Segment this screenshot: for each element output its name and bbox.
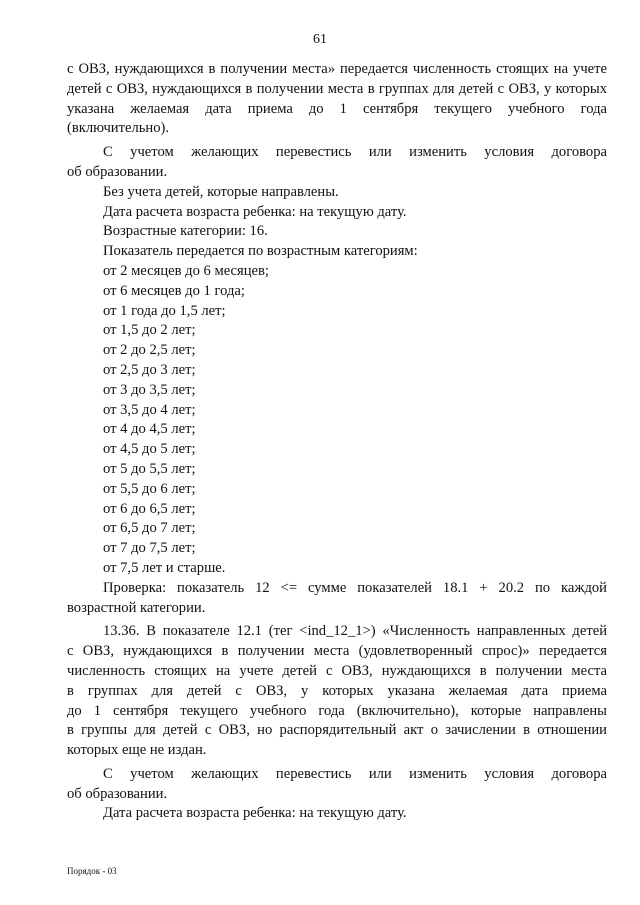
text-line: об образовании. — [67, 163, 168, 180]
text-line: указана желаемая дата приема до 1 сентября текущего учебного года — [67, 100, 607, 117]
page-footer: Порядок - 03 — [67, 866, 117, 876]
text-line: Без учета детей, которые направлены. — [103, 183, 339, 200]
text-line: в группах для детей с ОВЗ, у которых указана желаемая дата приема — [67, 682, 607, 699]
age-category-item: от 5 до 5,5 лет; — [103, 460, 196, 477]
text-line: численность стоящих на учете детей с ОВЗ, нуждающихся в получении места — [67, 662, 607, 679]
age-category-item: от 6,5 до 7 лет; — [103, 520, 196, 537]
age-category-item: от 2,5 до 3 лет; — [103, 361, 196, 378]
text-line: до 1 сентября текущего учебного года (включительно), которые направлены — [67, 702, 607, 719]
age-category-item: от 6 месяцев до 1 года; — [103, 282, 245, 299]
text-line: Проверка: показатель 12 <= сумме показателей 18.1 + 20.2 по каждой — [103, 579, 607, 596]
text-line: С учетом желающих перевестись или изменить условия договора — [103, 144, 607, 161]
text-line: С учетом желающих перевестись или изменить условия договора — [103, 765, 607, 782]
age-category-item: от 4,5 до 5 лет; — [103, 441, 196, 458]
age-category-item: от 5,5 до 6 лет; — [103, 480, 196, 497]
age-category-item: от 6 до 6,5 лет; — [103, 500, 196, 517]
age-category-item: от 2 до 2,5 лет; — [103, 342, 196, 359]
text-line: в группы для детей с ОВЗ, но распорядительный акт о зачислении в отношении — [67, 722, 607, 739]
text-line: с ОВЗ, нуждающихся в получении места (удовлетворенный спрос)» передается — [67, 643, 607, 660]
text-line: которых еще не издан. — [67, 742, 207, 759]
document-body — [67, 60, 607, 824]
text-line: Дата расчета возраста ребенка: на текущую дату. — [103, 805, 407, 822]
text-line: Показатель передается по возрастным категориям: — [103, 243, 418, 260]
text-line: с ОВЗ, нуждающихся в получении места» передается численность стоящих на учете — [67, 61, 607, 77]
age-category-item: от 3 до 3,5 лет; — [103, 381, 196, 398]
page-number: 61 — [313, 32, 327, 47]
age-category-item: от 1,5 до 2 лет; — [103, 322, 196, 339]
text-line: возрастной категории. — [67, 599, 206, 616]
text-line: Возрастные категории: 16. — [103, 223, 268, 240]
age-category-item: от 4 до 4,5 лет; — [103, 421, 196, 438]
text-line: Дата расчета возраста ребенка: на текущую дату. — [103, 203, 407, 220]
section-heading-line: 13.36. В показателе 12.1 (тег <ind_12_1>) «Численность направленных детей — [103, 623, 607, 640]
text-line: об образовании. — [67, 785, 168, 802]
text-line: детей с ОВЗ, нуждающихся в получении места в группах для детей с ОВЗ, у которых — [67, 80, 607, 97]
age-category-item: от 7,5 лет и старше. — [103, 559, 226, 576]
age-category-item: от 1 года до 1,5 лет; — [103, 302, 226, 319]
age-category-item: от 3,5 до 4 лет; — [103, 401, 196, 418]
age-category-item: от 7 до 7,5 лет; — [103, 540, 196, 557]
age-category-item: от 2 месяцев до 6 месяцев; — [103, 262, 269, 279]
text-line: (включительно). — [67, 120, 170, 137]
